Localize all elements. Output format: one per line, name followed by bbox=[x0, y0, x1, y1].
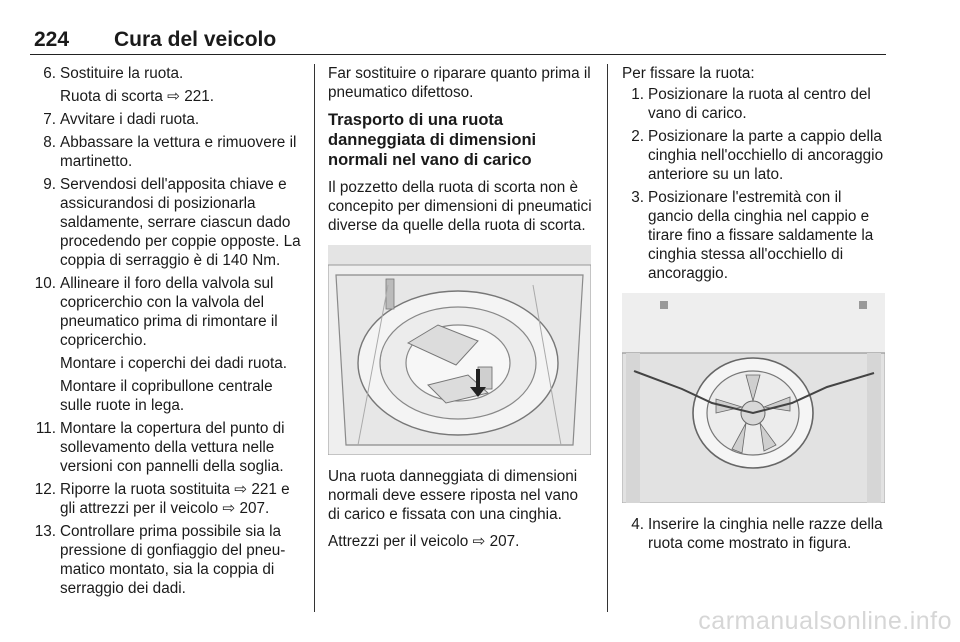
step-text: Posizionare la parte a cappio della cinghia nell'occhiello di ancoraggio anteriore su un lato. bbox=[648, 128, 884, 183]
column-1 bbox=[34, 64, 304, 602]
step-7 bbox=[34, 110, 304, 129]
page-header bbox=[30, 28, 886, 55]
step-number: 6. bbox=[43, 65, 56, 82]
step-number: 11. bbox=[35, 420, 56, 437]
column-3 bbox=[622, 64, 890, 557]
step-number: 4. bbox=[631, 516, 644, 533]
page-title: Cura del veicolo bbox=[114, 28, 277, 51]
step-4 bbox=[622, 515, 890, 553]
step-text: Controllare prima possibile sia la pressione di gonfiaggio del pneumatico montato, sia la coppia di serraggio dei dadi. bbox=[60, 523, 286, 597]
step-number: 7. bbox=[43, 111, 56, 128]
step-12 bbox=[34, 480, 304, 518]
intro-paragraph: Far sostituire o riparare quanto prima il pneumatico difettoso. bbox=[328, 65, 591, 101]
step-2 bbox=[622, 127, 890, 184]
step-number: 1. bbox=[631, 86, 644, 103]
step-text: Riporre la ruota sostituita ⇨ 221 e gli attrezzi per il veicolo ⇨ 207. bbox=[60, 481, 290, 517]
strapped-wheel-illustration bbox=[622, 293, 885, 503]
step-note: Montare i coperchi dei dadi ruota. bbox=[60, 355, 288, 372]
step-note: Ruota di scorta ⇨ 221. bbox=[60, 88, 214, 105]
step-13 bbox=[34, 522, 304, 598]
step-9 bbox=[34, 175, 304, 270]
step-note: Montare il copribullone centrale sulle ruote in lega. bbox=[60, 378, 273, 414]
spare-wheel-well-illustration bbox=[328, 245, 591, 455]
step-10 bbox=[34, 274, 304, 350]
column-2 bbox=[328, 64, 594, 559]
step-text: Montare la copertura del punto di sollevamento della vettura nelle versioni con pannelli della soglia. bbox=[60, 420, 285, 475]
column-divider-2 bbox=[607, 64, 608, 612]
step-text: Servendosi dell'apposita chiave e assicurandosi di posizionarla saldamente, serrare ciascun dado procedendo per coppie opposte. La coppia di serraggio è di 140 Nm. bbox=[60, 176, 301, 269]
step-text: Sostituire la ruota. bbox=[60, 65, 184, 82]
watermark: carmanualsonline.info bbox=[698, 607, 952, 635]
step-number: 9. bbox=[43, 176, 56, 193]
step-number: 8. bbox=[43, 134, 56, 151]
step-number: 10. bbox=[34, 275, 56, 292]
step-1 bbox=[622, 85, 890, 123]
step-number: 13. bbox=[34, 523, 56, 540]
step-6 bbox=[34, 64, 304, 83]
step-number: 3. bbox=[631, 189, 644, 206]
paragraph: Il pozzetto della ruota di scorta non è concepito per dimensioni di pneumatici diverse da quelle della ruota di scorta. bbox=[328, 179, 592, 234]
section-heading: Trasporto di una ruota danneggiata di dimensioni normali nel vano di carico bbox=[328, 111, 537, 169]
step-3 bbox=[622, 188, 890, 283]
step-11 bbox=[34, 419, 304, 476]
step-text: Allineare il foro della valvola sul copricerchio con la valvola del pneumatico prima di rimontare il copricerchio. bbox=[60, 275, 278, 349]
step-text: Posizionare la ruota al centro del vano di carico. bbox=[648, 86, 871, 122]
step-text: Posizionare l'estremità con il gancio della cinghia nel cappio e tirare fino a fissare saldamente la cinghia stessa all'occhiello di ancoraggio. bbox=[648, 189, 874, 282]
step-8 bbox=[34, 133, 304, 171]
step-text: Inserire la cinghia nelle razze della ruota come mostrato in figura. bbox=[648, 516, 883, 552]
step-number: 2. bbox=[631, 128, 644, 145]
page-number: 224 bbox=[34, 28, 70, 51]
step-text: Abbassare la vettura e rimuovere il martinetto. bbox=[60, 134, 297, 170]
step-number: 12. bbox=[34, 481, 56, 498]
step-text: Avvitare i dadi ruota. bbox=[60, 111, 200, 128]
paragraph: Attrezzi per il veicolo ⇨ 207. bbox=[328, 533, 520, 550]
column-divider-1 bbox=[314, 64, 315, 612]
intro-paragraph: Per fissare la ruota: bbox=[622, 65, 755, 82]
paragraph: Una ruota danneggiata di dimensioni normali deve essere riposta nel vano di carico e fissata con una cinghia. bbox=[328, 468, 578, 523]
